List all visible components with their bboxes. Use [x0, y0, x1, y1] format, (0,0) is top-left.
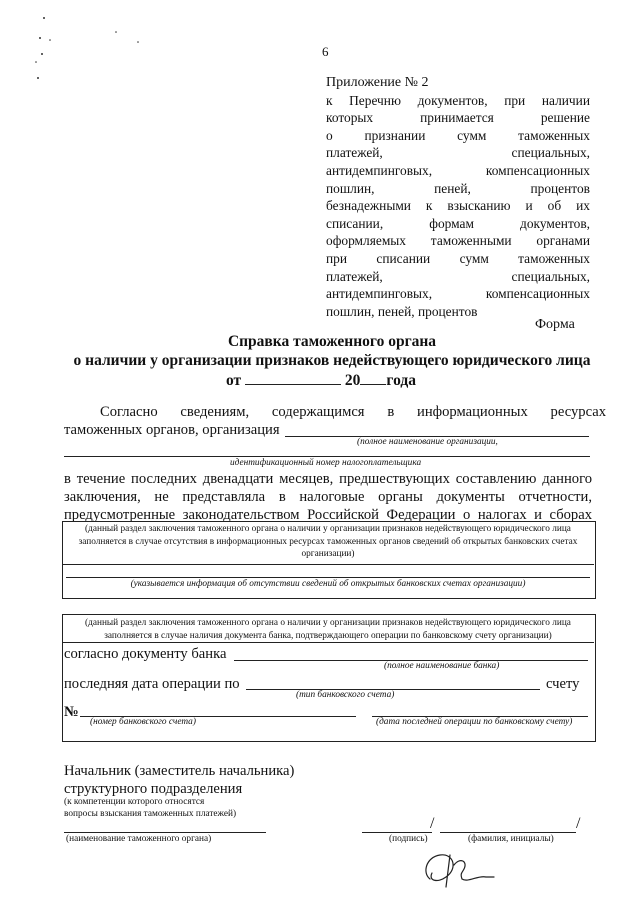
body-paragraph-line: в течение последних двенадцати месяцев, предшествующих составлению данного	[64, 471, 592, 487]
appendix-line: о признании сумм таможенных	[326, 127, 590, 143]
bank-name-hint: (полное наименование банка)	[384, 661, 500, 671]
position-line-1: Начальник (заместитель начальника)	[64, 763, 295, 779]
form-label: Форма	[535, 317, 575, 332]
competence-line-1: (к компетенции которого относятся	[64, 797, 205, 807]
note-line: заполняется в случае отсутствия в информационных ресурсах таможенных органов сведений об открытых банковских счетах	[78, 536, 578, 547]
scan-specks	[34, 10, 144, 90]
signature-field[interactable]	[362, 832, 432, 833]
appendix-line: к Перечню документов, при наличии	[326, 92, 590, 108]
customs-authority-hint: (наименование таможенного органа)	[66, 834, 212, 844]
slash-1: /	[430, 815, 435, 832]
appendix-line: платежей, специальных,	[326, 145, 590, 161]
date-line	[226, 370, 416, 390]
customs-authority-field[interactable]	[64, 832, 266, 833]
body-line-2: таможенных органов, организация	[64, 422, 280, 438]
section-bank-note	[63, 617, 593, 642]
document-title: Справка таможенного органа	[227, 333, 437, 350]
last-operation-date-hint: (дата последней операции по банковскому счету)	[376, 717, 573, 727]
position-line-2: структурного подразделения	[64, 781, 243, 797]
appendix-line: при списании сумм таможенных	[326, 250, 590, 266]
section-no-accounts-note	[63, 523, 593, 561]
date-suffix: года	[386, 372, 416, 389]
appendix-line: которых принимается решение	[326, 110, 590, 126]
appendix-title: Приложение № 2	[326, 75, 429, 90]
section-no-accounts-divider	[62, 564, 594, 565]
date-prefix: от	[226, 372, 242, 389]
document-subtitle: о наличии у организации признаков недействующего юридического лица	[73, 352, 591, 369]
slash-2: /	[576, 815, 581, 832]
section-bank-divider	[62, 642, 594, 643]
appendix-line: оформляемых таможенными органами	[326, 233, 590, 249]
bank-doc-label: согласно документу банка	[64, 646, 227, 662]
page-number: 6	[322, 44, 329, 59]
appendix-line: пошлин, пеней, процентов	[326, 303, 478, 319]
signature-hint: (подпись)	[389, 834, 428, 844]
organization-hint: (полное наименование организации,	[357, 437, 498, 447]
no-accounts-info-hint: (указывается информация об отсутствии сведений об открытых банковских счетах организации)	[130, 579, 526, 589]
body-paragraph-line: заключения, не представляла в налоговые органы документы отчетности,	[64, 489, 592, 505]
note-line: (данный раздел заключения таможенного органа о наличии у организации признаков недействующего юридического лица	[85, 618, 571, 628]
account-word: счету	[546, 676, 580, 692]
note-line: организации)	[301, 549, 355, 559]
account-type-hint: (тип банковского счета)	[296, 690, 395, 700]
appendix-line: антидемпинговых, компенсационных	[326, 286, 590, 302]
date-day-month-field[interactable]	[245, 370, 341, 385]
appendix-line: антидемпинговых, компенсационных	[326, 162, 590, 178]
inn-hint: идентификационный номер налогоплательщика	[230, 458, 422, 468]
note-line: (данный раздел заключения таможенного органа о наличии у организации признаков недействующего юридического лица	[85, 524, 571, 534]
body-paragraph-line: предусмотренные законодательством Российской Федерации о налогах и сборах	[64, 507, 592, 523]
date-year-field[interactable]	[360, 370, 386, 385]
date-year-prefix: 20	[344, 372, 361, 389]
appendix-line: пошлин, пеней, процентов	[326, 180, 590, 196]
number-sign: №	[64, 704, 79, 720]
inn-field[interactable]	[64, 456, 590, 457]
full-name-hint: (фамилия, инициалы)	[468, 834, 554, 844]
last-operation-label: последняя дата операции по	[64, 676, 240, 692]
appendix-line: безнадежными к взысканию и об их	[326, 198, 590, 214]
account-number-hint: (номер банковского счета)	[90, 717, 196, 727]
full-name-field[interactable]	[440, 832, 576, 833]
note-line: заполняется в случае наличия документа банка, подтверждающего операции по банковскому счету организации)	[104, 630, 552, 641]
handwritten-signature-icon	[420, 843, 500, 893]
appendix-line: списании, формам документов,	[326, 215, 590, 231]
competence-line-2: вопросы взыскания таможенных платежей)	[64, 809, 237, 819]
body-line-1: Согласно сведениям, содержащимся в информационных ресурсах	[100, 404, 606, 420]
appendix-line: платежей, специальных,	[326, 268, 590, 284]
appendix-block	[326, 74, 590, 320]
